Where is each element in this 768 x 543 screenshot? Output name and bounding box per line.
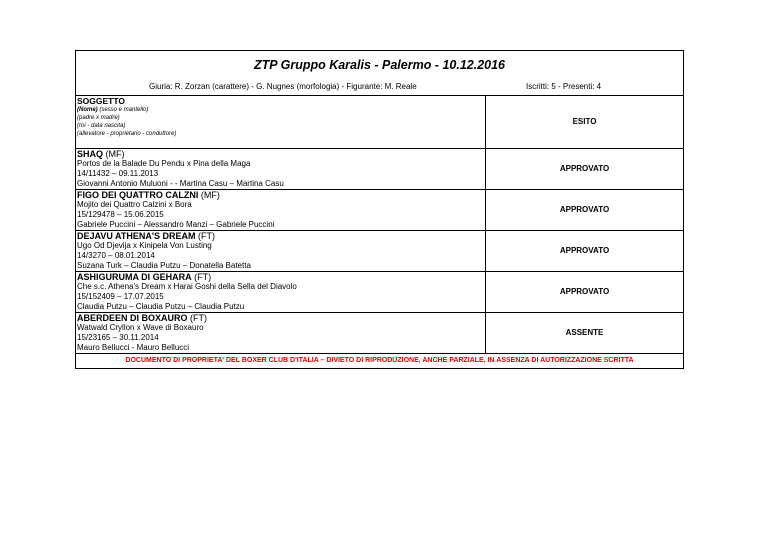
dog-people: Claudia Putzu – Claudia Putzu – Claudia Putzu (77, 302, 245, 311)
dog-sex: (FT) (195, 231, 215, 241)
dog-parents: Mojito dei Quattro Calzini x Bora (77, 200, 192, 209)
legend-nome-rest: (sesso e mantello) (97, 107, 149, 113)
table-row (76, 149, 684, 190)
dog-cell (76, 190, 486, 231)
dog-parents: Watwald Cryllon x Wave di Boxauro (77, 323, 204, 332)
dog-people: Gabriele Puccini – Alessandro Manzi – Gabriele Puccini (77, 220, 275, 229)
legend-line-3: (roi - data nascita) (77, 123, 126, 129)
dog-roi: 14/3270 – 08.01.2014 (77, 251, 155, 260)
dog-sex: (MF) (103, 149, 125, 159)
dog-people: Suzana Turk – Claudia Putzu – Donatella Batetta (77, 261, 251, 270)
copyright-notice: DOCUMENTO DI PROPRIETA' DEL BOXER CLUB D'ITALIA – DIVIETO DI RIPRODUZIONE, ANCHE PARZIALE, IN ASSENZA DI AUTORIZZAZIONE SCRITTA (75, 354, 684, 369)
result-sheet (75, 50, 684, 369)
dog-people: Giovanni Antonio Muluoni - - Martina Casu – Martina Casu (77, 179, 284, 188)
results-table (75, 95, 684, 354)
dog-parents: Portos de la Balade Du Pendu x Pina della Maga (77, 159, 251, 168)
table-header-row (76, 96, 684, 149)
sheet-header (75, 50, 684, 95)
counts-line: Iscritti: 5 - Presenti: 4 (526, 82, 602, 91)
dog-roi: 15/23165 – 30.11.2014 (77, 333, 159, 342)
esito-header: ESITO (486, 96, 684, 149)
page-title: ZTP Gruppo Karalis - Palermo - 10.12.2016 (253, 58, 506, 72)
dog-name: ASHIGURUMA DI GEHARA (77, 272, 192, 282)
table-row (76, 313, 684, 354)
dog-cell (76, 313, 486, 354)
dog-name: FIGO DEI QUATTRO CALZNI (77, 190, 199, 200)
table-row (76, 272, 684, 313)
legend-line-1 (77, 106, 484, 114)
legend-line-2: (padre x madre) (77, 115, 120, 121)
esito-cell: APPROVATO (486, 190, 684, 231)
dog-name: SHAQ (77, 149, 104, 159)
dog-roi: 15/129478 – 15.06.2015 (77, 210, 164, 219)
dog-sex: (FT) (191, 272, 212, 282)
dog-parents: Che s.c. Athena's Dream x Harai Goshi della Sella del Diavolo (77, 282, 297, 291)
dog-parents: Ugo Od Djevija x Kinipela Von Lusting (77, 241, 212, 250)
dog-people: Mauro Bellucci - Mauro Bellucci (77, 343, 190, 352)
legend-nome: (Nome) (77, 107, 98, 113)
dog-sex: (MF) (198, 190, 220, 200)
dog-roi: 14/11432 – 09.11.2013 (77, 169, 159, 178)
esito-cell: ASSENTE (486, 313, 684, 354)
table-row (76, 231, 684, 272)
dog-name: ABERDEEN DI BOXAURO (77, 313, 188, 323)
esito-cell: APPROVATO (486, 149, 684, 190)
soggetto-header (76, 96, 486, 149)
esito-cell: APPROVATO (486, 231, 684, 272)
dog-cell (76, 231, 486, 272)
table-row (76, 190, 684, 231)
judges-line: Giuria: R. Zorzan (carattere) - G. Nugnes (morfologia) - Figurante: M. Reale (149, 82, 417, 91)
esito-cell: APPROVATO (486, 272, 684, 313)
dog-cell (76, 272, 486, 313)
dog-roi: 15/152409 – 17.07.2015 (77, 292, 164, 301)
dog-cell (76, 149, 486, 190)
dog-name: DEJAVU ATHENA'S DREAM (77, 231, 196, 241)
soggetto-label: SOGGETTO (77, 96, 126, 106)
dog-sex: (FT) (187, 313, 208, 323)
legend-line-4: (allevatore - proprietario - conduttore) (77, 131, 177, 137)
